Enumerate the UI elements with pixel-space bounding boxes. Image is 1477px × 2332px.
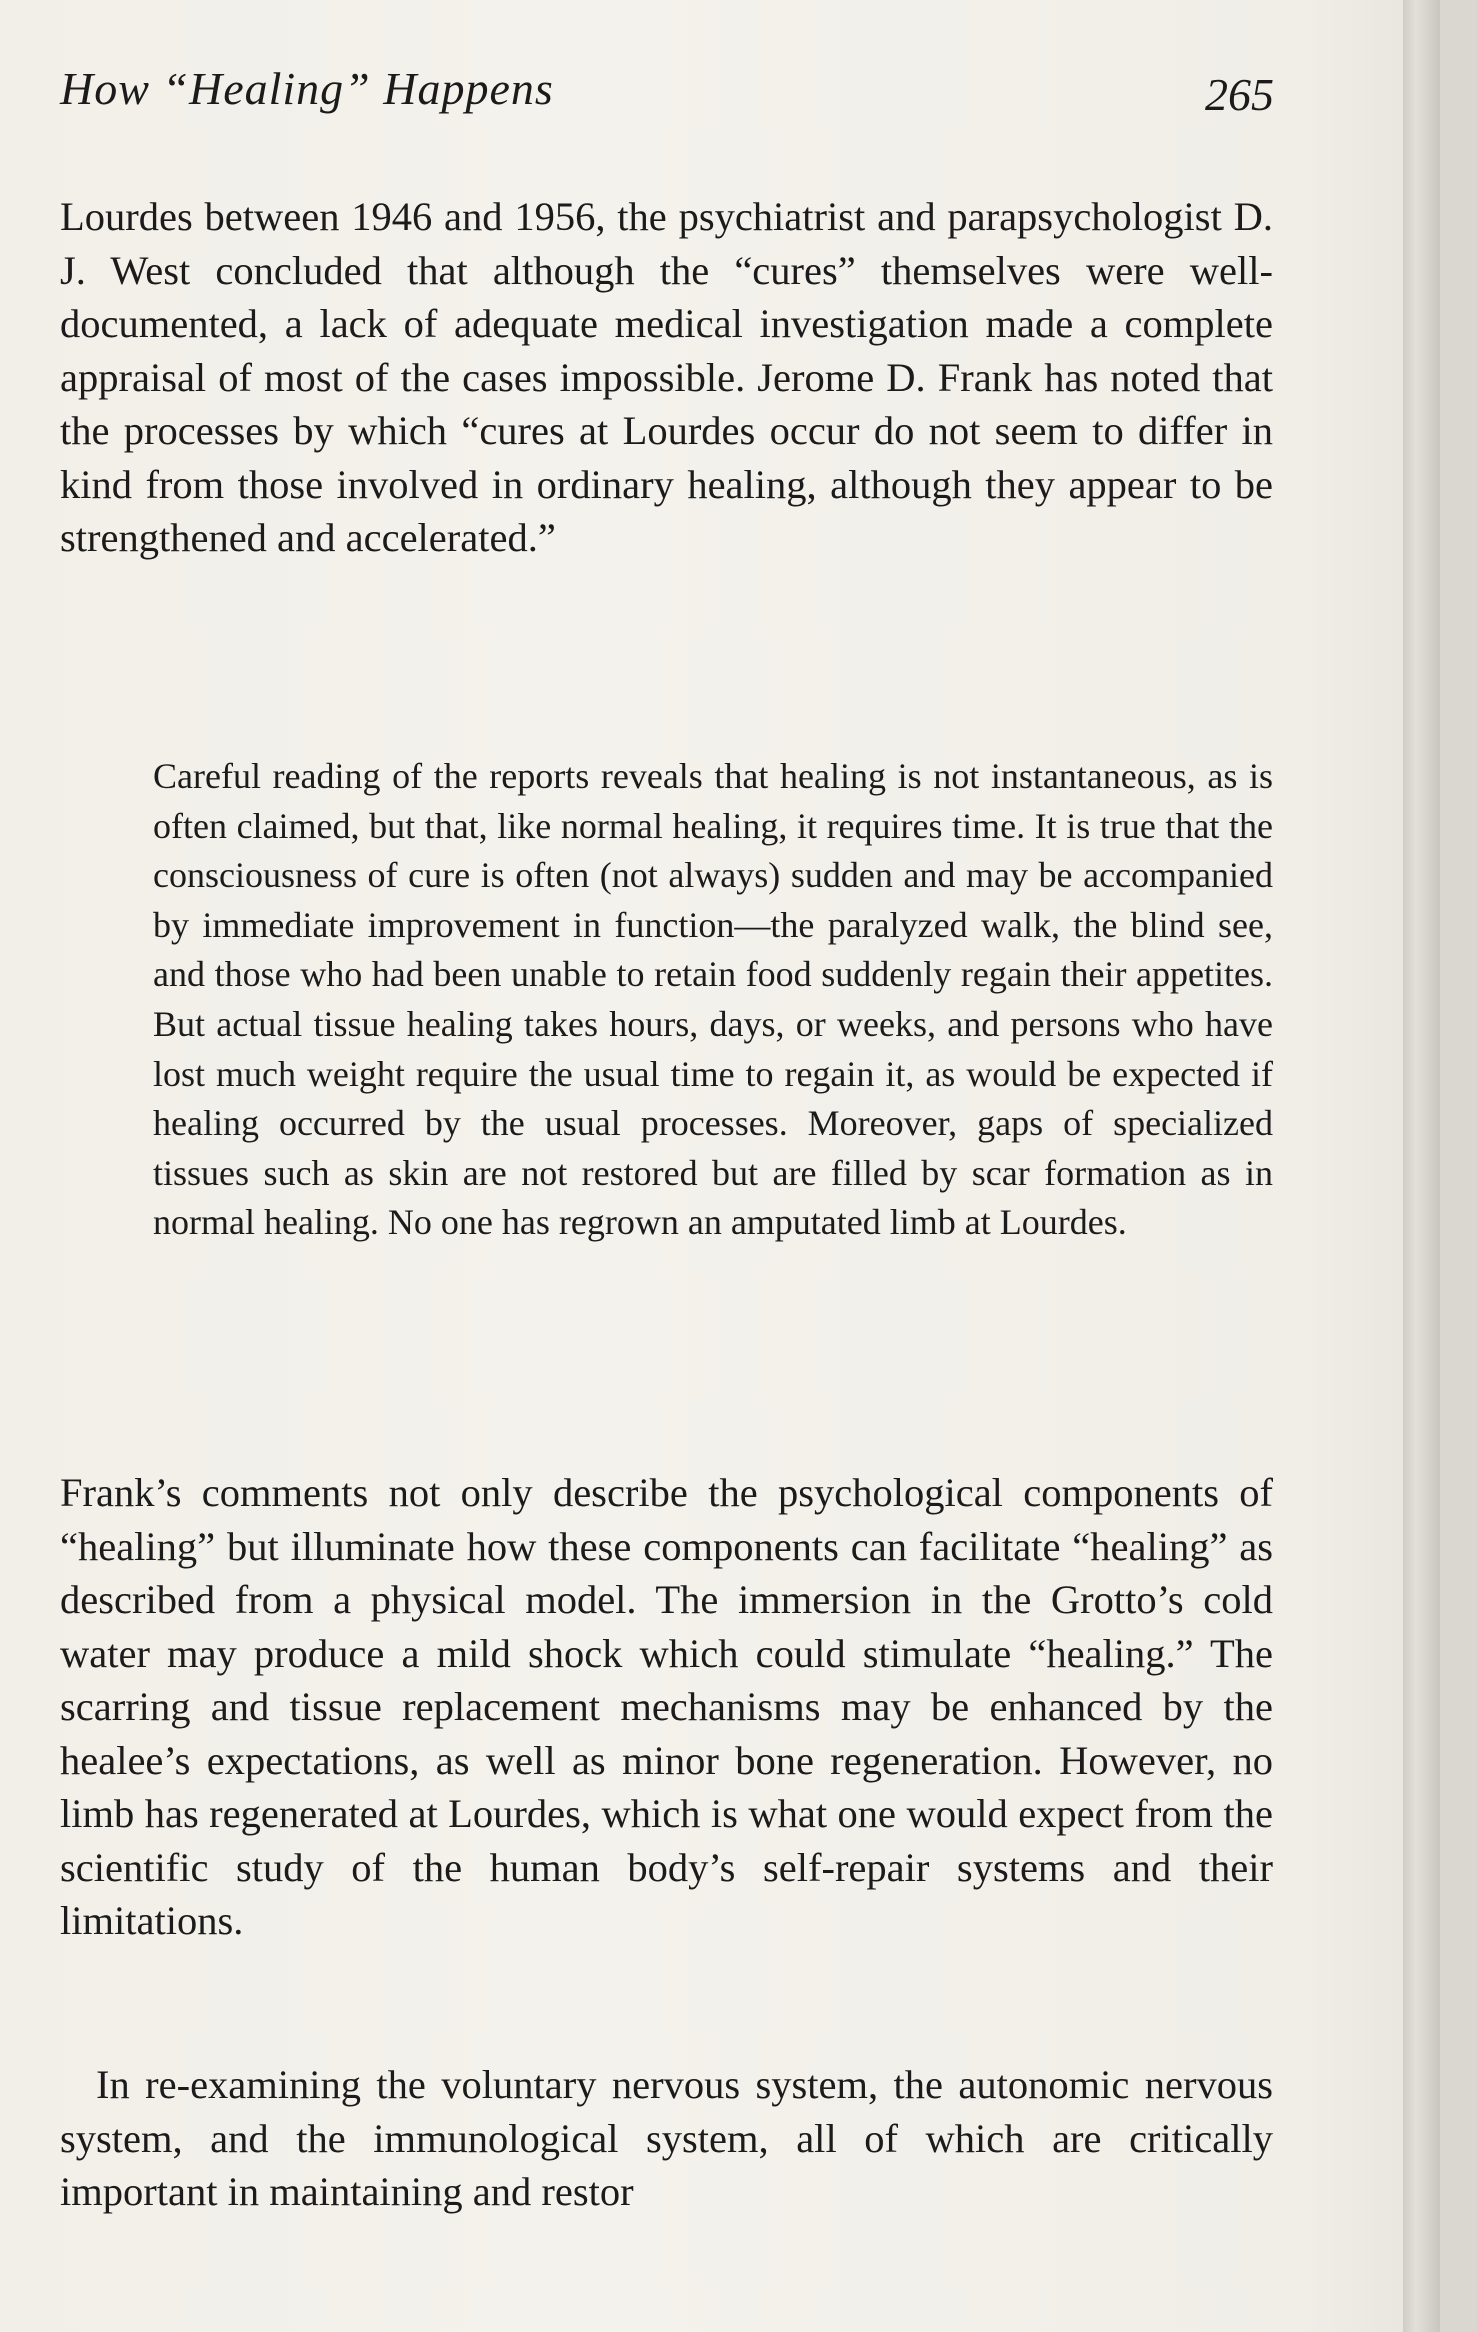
running-head: How “Healing” Happens (60, 63, 554, 114)
paragraph-frank-comments: Frank’s comments not only describe the psychological components of “healing” but illuminate how these components can facilitate “healing” as described from a physical model. The immersion in the Grotto’s cold water may produce a mild shock which could stimulate “healing.” The scarring and tissue replacement mechanisms may be enhanced by the healee’s expectations, as well as minor bone regeneration. However, no limb has regenerated at Lourdes, which is what one would expect from the scientific study of the human body’s self-repair systems and their limitations. (60, 1470, 1273, 1943)
paragraph-lourdes-west: Lourdes between 1946 and 1956, the psychiatrist and parapsychologist D. J. West concluded that although the “cures” themselves were well-documented, a lack of adequate medical investigation made a complete appraisal of most of the cases impossible. Jerome D. Frank has noted that the processes by which “cures at Lourdes occur do not seem to differ in kind from those involved in ordinary healing, although they appear to be strengthened and accelerated.” (60, 194, 1273, 560)
block-quote-frank: Careful reading of the reports reveals that healing is not instantaneous, as is often claimed, but that, like normal healing, it requires time. It is true that the consciousness of cure is often (not always) sudden and may be accompanied by immediate improvement in function—the paralyzed walk, the blind see, and those who had been unable to retain food suddenly regain their appetites. But actual tissue healing takes hours, days, or weeks, and persons who have lost much weight require the usual time to regain it, as would be expected if healing occurred by the usual processes. Moreover, gaps of specialized tissues such as skin are not restored but are filled by scar formation as in normal healing. No one has regrown an amputated limb at Lourdes. (153, 756, 1273, 1243)
page-edge-shadow (1403, 0, 1440, 2332)
page-number: 265 (1205, 69, 1274, 120)
paragraph-nervous-system: In re-examining the voluntary nervous system, the autonomic nervous system, and the immunological system, all of which are critically important in maintaining and restor (60, 2062, 1273, 2214)
